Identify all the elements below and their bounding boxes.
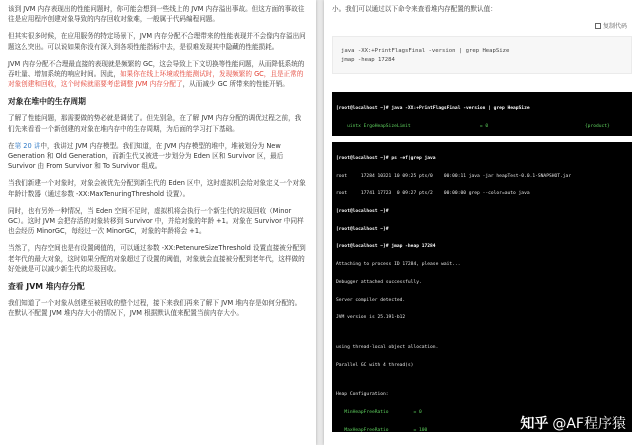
paragraph-eden-allocation: 当我们新建一个对象时，对象会被优先分配到新生代的 Eden 区中，这时虚拟机会给对象定义一个对象年龄计数器（通过参数 -XX:MaxTenuringThreshold 设置）。 [8,179,306,198]
code-line: jmap -heap 17284 [341,57,395,64]
paragraph-heap-default: 我们知道了一个对象从创建至被回收的整个过程，接下来我们再来了解下 JVM 堆内存是如何分配的。在默认不配置 JVM 堆内存大小的情况下，JVM 根据默认值来配置当前内存大小。 [8,299,302,318]
paragraph-threshold: 当然了，内存空间也是有设置阈值的，可以通过参数 -XX:PetenureSizeThreshold 设置直接被分配到老年代的最大对象，这时如果分配的对象超过了设置的阈值，对象就会直接被分配到老年代，这样做的好处就是可以减少新生代的垃圾回收。 [8,244,306,273]
terminal-screenshot-jmap [332,142,632,432]
terminal-line: JVM version is 25.191-b12 [336,315,406,321]
paragraph-tuning: 了解了性能问题，那需要做的势必就是调优了。但先别急，在了解 JVM 内存分配的调优过程之前，我们先来看看一个新创建的对象在堆内存中的生存周期，为后面的学习打下基础。 [8,114,302,133]
paragraph-memory-model [8,141,306,172]
terminal-line: [root@localhost ~]# jmap -heap 17284 [336,244,436,250]
left-article-page [0,0,316,445]
copy-code-button[interactable] [595,21,627,30]
lesson-20-link[interactable]: 第 20 讲 [14,141,41,150]
copy-label: 复制代码 [602,23,627,31]
text-span: JVM 内存分配不合理最直接的表现就是频繁的 GC，这会导致上下文切换等性能问题，从而降低系统的吞吐量、增加系统的响应时间。因此， [8,59,305,79]
zhihu-watermark [520,413,626,433]
terminal-line: [root@localhost ~]# [336,226,389,232]
terminal-line: root 17741 17723 0 09:27 pts/2 00:00:00 grep --color=auto java [336,191,530,197]
terminal-line: Attaching to process ID 17284, please wait... [336,262,461,268]
terminal-line: root 17284 10321 10 09:25 pts/0 00:00:11 java -jar heapTest-0.0.1-SNAPSHOT.jar [336,173,572,179]
heading-view-heap: 查看 JVM 堆内存分配 [8,282,85,292]
paragraph-hidden-loss: 但其实很多时候，在应用服务的特定场景下，JVM 内存分配不合理带来的性能表现并不会像内存溢出问题这么突出。可以说如果你没有深入到各项性能指标中去，是很难发现其中隐藏的性能损耗。 [8,32,306,51]
terminal-line: Server compiler detected. [336,297,406,303]
text-span: ，从而减少 GC 所带来的性能开销。 [182,80,289,89]
watermark-brand: 知乎 [520,416,549,432]
terminal-line: MaxHeapFreeRatio = 100 [336,427,428,432]
terminal-screenshot-heapsize [332,92,632,136]
terminal-line: uintx ErgoHeapSizeLimit = 0 {product} [336,123,610,129]
paragraph-gc-effects [8,59,306,90]
paragraph-command-intro: 小。我们可以通过以下命令来查看堆内存配置的默认值： [332,5,497,13]
heading-object-lifecycle: 对象在堆中的生存周期 [8,97,86,107]
terminal-line: Debugger attached successfully. [336,279,422,285]
paragraph-intro: 该到 JVM 内存表现出的性能问题时，你可能会想到一些线上的 JVM 内存溢出事故。但这方面的事故往往是应用程序创建对象导致的内存回收对象难，一般属于代码编程问题。 [8,5,305,24]
paragraph-minor-gc: 同时，也有另外一种情况，当 Eden 空间不足时，虚拟机将会执行一个新生代的垃圾回收（Minor GC）。这时 JVM 会把存活的对象转移到 Survivor 中，并给对象的年龄 +1。对象在 Survivor 中同样也会经历 MinorGC，每经过一次 MinorGC，对象的年龄将会 +1。 [8,206,304,236]
terminal-line: MinHeapFreeRatio = 0 [336,409,422,415]
right-article-page [324,0,640,445]
terminal-line: Heap Configuration: [336,392,389,398]
terminal-line: Parallel GC with 4 thread(s) [336,362,414,368]
text-span: 在 [8,141,15,150]
terminal-line: using thread-local object allocation. [336,344,439,350]
terminal-line: [root@localhost ~]# java -XX:+PrintFlagsFinal -version | grep HeapSize [336,105,530,111]
code-block [332,23,632,74]
terminal-line: [root@localhost ~]# ps -ef|grep java [336,155,436,161]
highlighted-text: 如果你在线上环境或性能测试时，发现频繁的 GC，且是正常的对象创建和回收，这个时候就需要考虑调整 JVM 内存分配了 [8,70,304,89]
copy-icon [595,23,601,29]
text-span: 中，我讲过 JVM 内存模型。我们知道，在 JVM 内存模型的堆中，堆被划分为 New Generation 和 Old Generation，而新生代又被进一步划分为 Eden 区和 Survivor 区，最后 Survivor 由 From Survivor 和 To Survivor 组成。 [8,141,284,171]
watermark-author: @AF程序猿 [552,416,626,432]
terminal-line: [root@localhost ~]# [336,208,389,214]
code-line: java -XX:+PrintFlagsFinal -version | grep HeapSize [341,48,510,55]
